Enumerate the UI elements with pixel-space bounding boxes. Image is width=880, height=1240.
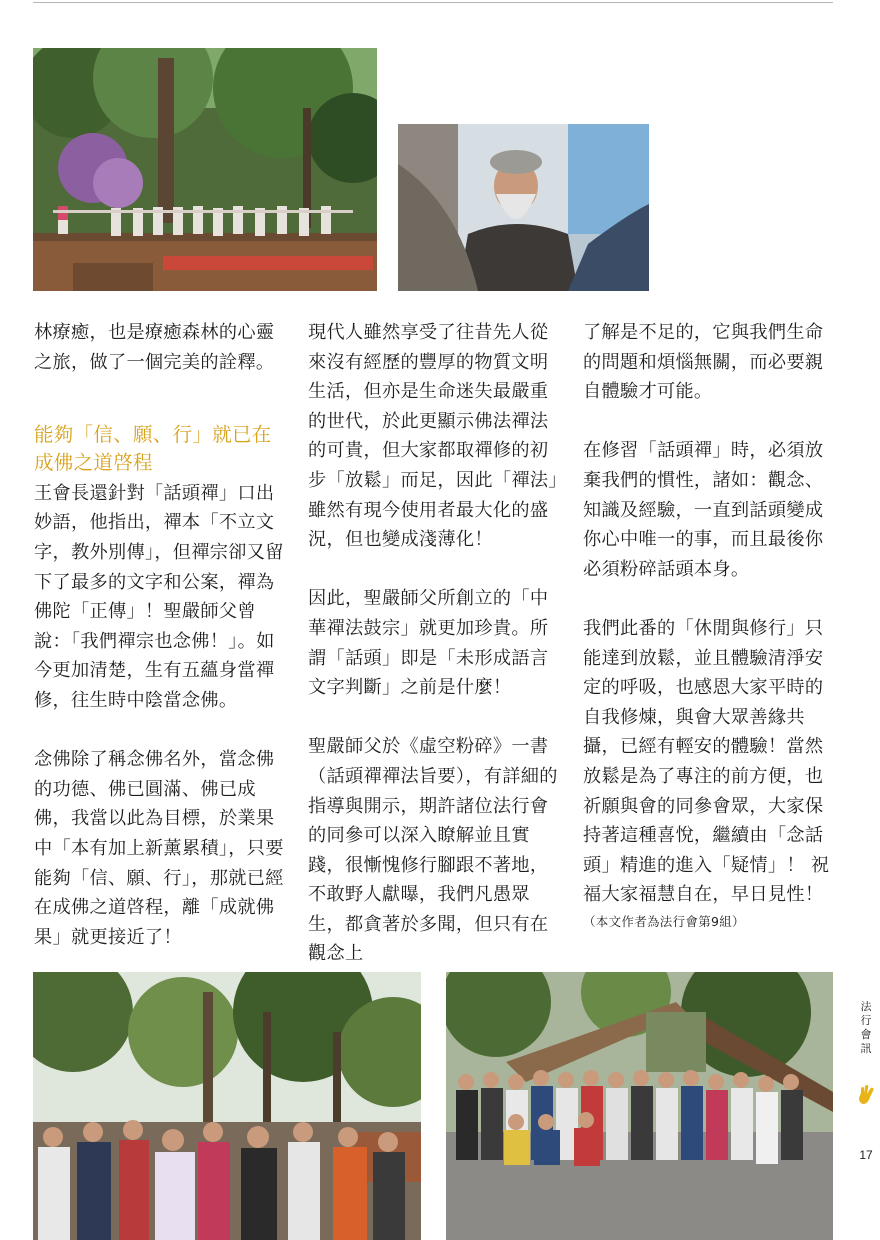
section-heading: 能夠「信、願、行」就已在成佛之道啓程 [34,422,272,474]
paragraph: 因此，聖嚴師父所創立的「中華禪法鼓宗」就更加珍貴。所謂「話頭」即是「未形成語言文字判斷」之前是什麼！ [308,588,549,699]
paragraph: 在修習「話頭禪」時，必須放棄我們的慣性，諸如：觀念、知識及經驗，一直到話頭變成你心中唯一的事，而且最後你必須粉碎話頭本身。 [583,440,824,580]
text-column-3 [583,318,835,932]
page-sidebar [852,1000,880,1162]
magazine-title [852,1000,880,1056]
hand-icon [858,1085,876,1105]
paragraph: 了解是不足的，它與我們生命的問題和煩惱無關，而必要親自體驗才可能。 [583,322,824,403]
magazine-title-char: 法 [860,1000,872,1013]
photo-forest-stage [33,48,377,291]
magazine-title-char: 訊 [860,1042,872,1055]
paragraph: 聖嚴師父於《虛空粉碎》一書（話頭禪禪法旨要），有詳細的指導與開示，期許諸位法行會的同參可以深入瞭解並且實踐，很慚愧修行腳跟不著地，不敢野人獻曝，我們凡愚眾生，都貪著於多聞，但只有在觀念上 [308,736,558,965]
magazine-title-char: 行 [860,1014,872,1027]
magazine-title-char: 會 [860,1028,872,1041]
paragraph: 現代人雖然享受了往昔先人從來沒有經歷的豐厚的物質文明生活，但亦是生命迷失最嚴重的世代，於此更顯示佛法禪法的可貴，但大家都取禪修的初步「放鬆」而足，因此「禪法」雖然有現今使用者最大化的盛況，但也變成淺薄化！ [308,322,558,551]
photo-group-looking-up [33,972,421,1240]
photo-group-portrait [446,972,833,1240]
paragraph: 念佛除了稱念佛名外，當念佛的功德、佛已圓滿、佛已成佛，我當以此為目標，於業果中「本有加上新薰累積」，只要能夠「信、願、行」，那就已經在成佛之道啓程，離「成就佛果」就更接近了！ [34,749,284,948]
paragraph: 林療癒，也是療癒森林的心靈之旅，做了一個完美的詮釋。 [34,322,275,373]
photo-smiling-elder [398,124,649,291]
paragraph: 我們此番的「休閒與修行」只能達到放鬆，並且體驗清淨安定的呼吸，也感恩大家平時的自我修煉，與會大眾善緣共攝，已經有輕安的體驗！當然放鬆是為了專注的前方便，也祈願與會的同參會眾，大家保持著這種喜悅，繼續由「念話頭」精進的進入「疑情」！ 祝福大家福慧自在，早日見性！ [583,617,830,906]
text-column-2 [308,318,560,969]
author-credit: （本文作者為法行會第9組） [583,913,745,929]
text-column-1 [34,318,286,952]
page-number: 17 [859,1148,873,1162]
paragraph: 王會長還針對「話頭禪」口出妙語，他指出，禪本「不立文字，教外別傳」，但禪宗卻又留下了最多的文字和公案，禪為佛陀「正傳」！聖嚴師父曾說：「我們禪宗也念佛！」。如今更加清楚，生有五蘊身當禪修，往生時中陰當念佛。 [34,482,284,711]
top-divider [33,2,833,3]
